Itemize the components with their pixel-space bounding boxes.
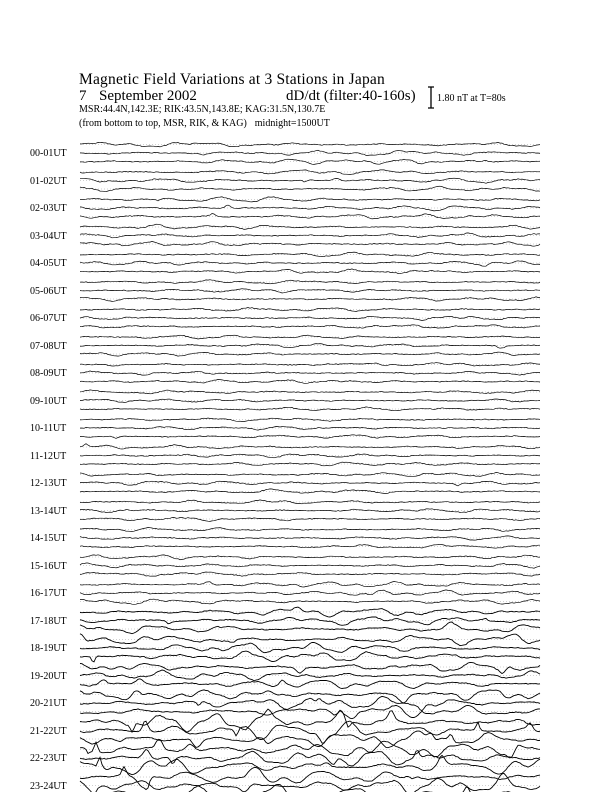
trace-17-18UT-KAG (80, 607, 540, 617)
hour-label-18-19UT: 18-19UT (30, 643, 67, 654)
trace-02-03UT-KAG (80, 197, 540, 202)
trace-22-23UT-RIK (80, 749, 540, 766)
trace-17-18UT-MSR (80, 622, 540, 634)
hour-label-17-18UT: 17-18UT (30, 615, 67, 627)
midnight-note: midnight=1500UT (254, 118, 330, 129)
trace-04-05UT-RIK (80, 261, 540, 266)
hour-label-22-23UT: 22-23UT (30, 753, 67, 764)
trace-12-13UT-RIK (80, 481, 540, 486)
hour-label-07-08UT: 07-08UT (30, 340, 67, 352)
hour-label-09-10UT: 09-10UT (30, 395, 67, 407)
trace-00-01UT-MSR (80, 159, 540, 164)
trace-18-19UT-RIK (80, 642, 540, 652)
scale-bar (428, 87, 434, 108)
trace-00-01UT-RIK (80, 150, 540, 155)
hour-label-15-16UT: 15-16UT (30, 560, 67, 572)
trace-03-04UT-MSR (80, 241, 540, 246)
hour-label-23-24UT: 23-24UT (30, 780, 67, 792)
trace-05-06UT-KAG (80, 280, 540, 284)
trace-19-20UT-MSR (80, 679, 540, 689)
hour-label-12-13UT: 12-13UT (30, 478, 67, 489)
trace-10-11UT-RIK (80, 427, 540, 431)
order-text: (from bottom to top, MSR, RIK, & KAG) (79, 118, 247, 129)
trace-01-02UT-MSR (80, 186, 540, 192)
trace-12-13UT-MSR (80, 489, 540, 494)
trace-14-15UT-MSR (80, 544, 540, 548)
trace-20-21UT-RIK (80, 696, 540, 710)
trace-08-09UT-KAG (80, 363, 540, 366)
hour-label-19-20UT: 19-20UT (30, 670, 67, 682)
trace-04-05UT-KAG (80, 252, 540, 257)
trace-02-03UT-MSR (80, 214, 540, 219)
station-coordinates: MSR:44.4N,142.3E; RIK:43.5N,143.8E; KAG:31.5N,130.7E (79, 104, 326, 115)
trace-23-24UT-KAG (80, 767, 540, 790)
hour-label-21-22UT: 21-22UT (30, 725, 67, 737)
trace-03-04UT-KAG (80, 224, 540, 229)
trace-20-21UT-MSR (80, 705, 540, 718)
hour-label-13-14UT: 13-14UT (30, 505, 67, 517)
trace-21-22UT-KAG (80, 709, 540, 732)
chart-title: Magnetic Field Variations at 3 Stations in Japan (79, 71, 385, 88)
hour-label-05-06UT: 05-06UT (30, 285, 67, 297)
trace-15-16UT-KAG (80, 555, 540, 560)
trace-08-09UT-MSR (80, 379, 540, 383)
date-month-year: September 2002 (99, 88, 197, 104)
hour-label-08-09UT: 08-09UT (30, 368, 67, 379)
trace-11-12UT-KAG (80, 444, 540, 449)
trace-05-06UT-RIK (80, 289, 540, 293)
trace-01-02UT-RIK (80, 178, 540, 183)
hour-label-11-12UT: 11-12UT (30, 450, 67, 462)
trace-19-20UT-KAG (80, 662, 540, 673)
trace-10-11UT-KAG (80, 418, 540, 422)
trace-23-24UT-RIK (80, 773, 540, 792)
hour-label-02-03UT: 02-03UT (30, 203, 67, 214)
scale-bar-label: 1.80 nT at T=80s (437, 93, 506, 104)
trace-06-07UT-KAG (80, 308, 540, 312)
hour-label-14-15UT: 14-15UT (30, 533, 67, 544)
hour-label-00-01UT: 00-01UT (30, 148, 67, 159)
trace-17-18UT-RIK (80, 617, 540, 625)
hour-label-03-04UT: 03-04UT (30, 230, 67, 242)
trace-07-08UT-RIK (80, 344, 540, 349)
hour-label-16-17UT: 16-17UT (30, 588, 67, 599)
trace-06-07UT-RIK (80, 316, 540, 320)
trace-11-12UT-RIK (80, 454, 540, 458)
date-day: 7 (79, 88, 87, 104)
trace-04-05UT-MSR (80, 269, 540, 274)
hour-label-20-21UT: 20-21UT (30, 698, 67, 709)
hour-label-06-07UT: 06-07UT (30, 313, 67, 324)
trace-13-14UT-MSR (80, 518, 540, 522)
trace-22-23UT-MSR (80, 755, 540, 774)
trace-16-17UT-KAG (80, 582, 540, 588)
hour-label-04-05UT: 04-05UT (30, 258, 67, 269)
trace-10-11UT-MSR (80, 435, 540, 439)
hour-label-01-02UT: 01-02UT (30, 175, 67, 187)
trace-01-02UT-KAG (80, 170, 540, 175)
hour-label-10-11UT: 10-11UT (30, 423, 67, 434)
filter-label: dD/dt (filter:40-160s) (286, 88, 416, 104)
trace-20-21UT-KAG (80, 690, 540, 703)
trace-09-10UT-RIK (80, 399, 540, 402)
trace-09-10UT-MSR (80, 407, 540, 411)
trace-16-17UT-RIK (80, 590, 540, 595)
